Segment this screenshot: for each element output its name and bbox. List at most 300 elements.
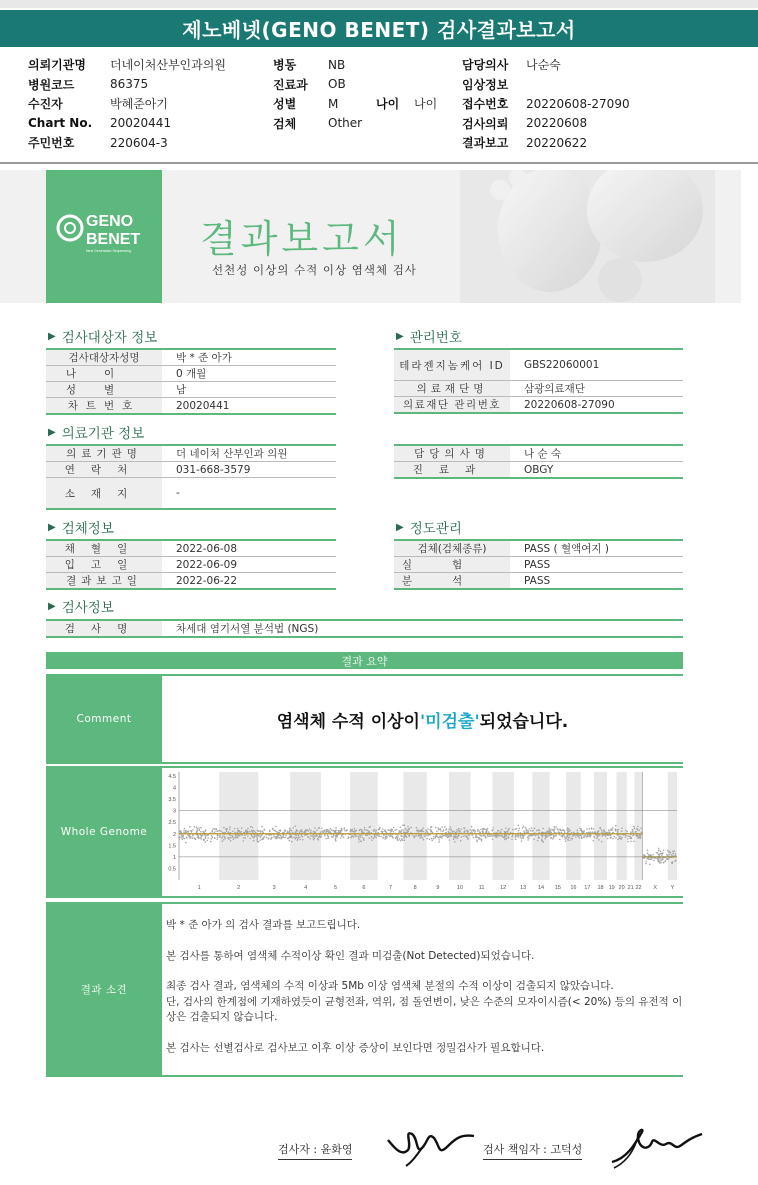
data-point (511, 839, 513, 841)
data-point (378, 829, 380, 831)
data-point (457, 838, 459, 840)
header-col-2 (273, 55, 437, 133)
data-point (530, 830, 532, 832)
data-point (429, 829, 431, 831)
data-point (567, 828, 569, 830)
data-point (444, 826, 446, 828)
data-point (332, 836, 334, 838)
data-point (418, 829, 420, 831)
comment-pre: 염색체 수적 이상이 (276, 711, 420, 732)
data-point (471, 826, 473, 828)
data-point (393, 827, 395, 829)
data-point (512, 829, 514, 831)
data-point (593, 840, 595, 842)
data-point (598, 839, 600, 841)
data-point (617, 831, 619, 833)
data-point (246, 829, 248, 831)
data-point (369, 837, 371, 839)
data-point (647, 858, 649, 860)
data-point (434, 837, 436, 839)
data-point (528, 828, 530, 830)
data-point (487, 835, 489, 837)
x-tick-label: 15 (554, 885, 561, 891)
field-label: 진료과 (394, 462, 510, 477)
data-point (652, 854, 654, 856)
field-value: 더 네이처 산부인과 의원 (176, 448, 288, 460)
data-point (328, 836, 330, 838)
hdr-key: 담당의사 (462, 58, 509, 73)
hdr-key: 결과보고 (462, 136, 509, 151)
data-point (517, 835, 519, 837)
banner-title: 결과보고서 (200, 217, 404, 261)
data-point (630, 841, 632, 843)
data-point (287, 837, 289, 839)
data-point (577, 829, 579, 831)
data-point (526, 832, 528, 834)
data-point (313, 836, 315, 838)
data-point (505, 827, 507, 829)
data-point (564, 836, 566, 838)
data-point (485, 837, 487, 839)
data-point (488, 831, 490, 833)
data-point (219, 830, 221, 832)
section-qc-heading (396, 517, 462, 537)
data-point (186, 837, 188, 839)
data-point (634, 828, 636, 830)
inst-table-left (46, 444, 336, 510)
data-point (441, 826, 443, 828)
data-point (504, 834, 506, 836)
data-point (520, 836, 522, 838)
section-title: 관리번호 (409, 330, 462, 346)
chromosome-band (350, 772, 378, 880)
data-point (656, 858, 658, 860)
data-point (338, 830, 340, 832)
tester-signature-label: 검사자 : 윤화영 (278, 1141, 352, 1160)
data-point (473, 830, 475, 832)
data-point (253, 840, 255, 842)
data-point (536, 830, 538, 832)
x-tick-label: X (653, 885, 658, 891)
x-tick-label: 10 (456, 885, 463, 891)
data-point (647, 850, 649, 852)
data-point (453, 837, 455, 839)
data-point (510, 832, 512, 834)
data-point (309, 838, 311, 840)
data-point (672, 850, 674, 852)
data-point (567, 830, 569, 832)
data-point (310, 835, 312, 837)
data-point (358, 841, 360, 843)
data-point (238, 835, 240, 837)
data-point (426, 838, 428, 840)
section-test-heading (48, 596, 114, 616)
data-point (675, 859, 677, 861)
data-point (563, 830, 565, 832)
hdr-value: OB (328, 77, 346, 92)
data-point (386, 836, 388, 838)
data-point (500, 835, 502, 837)
data-point (620, 838, 622, 840)
section-inst-heading (48, 422, 144, 442)
data-point (649, 863, 651, 865)
data-point (527, 837, 529, 839)
data-point (590, 832, 592, 834)
data-point (385, 831, 387, 833)
data-point (640, 836, 642, 838)
x-tick-label: 16 (570, 885, 577, 891)
data-point (348, 836, 350, 838)
data-point (431, 838, 433, 840)
data-point (603, 830, 605, 832)
data-point (226, 830, 228, 832)
data-point (627, 838, 629, 840)
data-point (657, 860, 659, 862)
data-point (448, 828, 450, 830)
data-point (675, 853, 677, 855)
data-point (456, 831, 458, 833)
data-point (427, 828, 429, 830)
data-point (580, 835, 582, 837)
data-point (182, 839, 184, 841)
data-point (350, 830, 352, 832)
data-point (597, 831, 599, 833)
data-point (390, 829, 392, 831)
data-point (632, 829, 634, 831)
data-point (544, 838, 546, 840)
data-point (260, 837, 262, 839)
data-point (335, 838, 337, 840)
data-point (395, 837, 397, 839)
data-point (326, 831, 328, 833)
data-point (565, 838, 567, 840)
data-point (394, 829, 396, 831)
data-point (542, 828, 544, 830)
data-point (232, 831, 234, 833)
data-point (451, 830, 453, 832)
data-point (506, 838, 508, 840)
data-point (221, 837, 223, 839)
data-point (183, 837, 185, 839)
data-point (577, 832, 579, 834)
data-point (645, 863, 647, 865)
header-col-1 (28, 55, 226, 153)
hdr-key: 성별 (273, 97, 297, 112)
data-point (548, 829, 550, 831)
data-point (254, 835, 256, 837)
data-point (399, 838, 401, 840)
data-point (645, 861, 647, 863)
data-point (522, 827, 524, 829)
data-point (443, 835, 445, 837)
y-tick-label: 4 (172, 785, 176, 792)
data-point (341, 835, 343, 837)
data-point (627, 841, 629, 843)
data-point (467, 837, 469, 839)
data-point (204, 830, 206, 832)
data-point (637, 826, 639, 828)
data-point (313, 839, 315, 841)
data-point (464, 830, 466, 832)
field-value: 2022-06-22 (176, 574, 238, 587)
section-title: 정도관리 (409, 521, 462, 537)
hdr-value: 나이 (414, 97, 438, 112)
data-point (334, 831, 336, 833)
data-point (355, 831, 357, 833)
data-point (185, 830, 187, 832)
data-point (612, 827, 614, 829)
data-point (481, 835, 483, 837)
data-point (181, 834, 183, 836)
data-point (433, 838, 435, 840)
data-point (658, 853, 660, 855)
data-point (389, 835, 391, 837)
data-point (648, 858, 650, 860)
data-point (397, 838, 399, 840)
data-point (230, 837, 232, 839)
data-point (404, 839, 406, 841)
report-banner (0, 170, 741, 303)
data-point (188, 836, 190, 838)
data-point (287, 830, 289, 832)
data-point (292, 827, 294, 829)
data-point (559, 828, 561, 830)
data-point (531, 827, 533, 829)
data-point (482, 831, 484, 833)
data-point (514, 828, 516, 830)
data-point (667, 859, 669, 861)
data-point (518, 830, 520, 832)
field-label: 입고일 (46, 557, 162, 572)
data-point (480, 829, 482, 831)
data-point (341, 829, 343, 831)
data-point (336, 836, 338, 838)
data-point (299, 839, 301, 841)
data-point (478, 830, 480, 832)
data-point (632, 831, 634, 833)
data-point (296, 829, 298, 831)
data-point (661, 853, 663, 855)
chromosome-band (492, 772, 513, 880)
data-point (566, 836, 568, 838)
data-point (233, 838, 235, 840)
data-point (295, 831, 297, 833)
comment-post: 되었습니다. (479, 711, 569, 732)
data-point (504, 831, 506, 833)
data-point (212, 830, 214, 832)
data-point (668, 852, 670, 854)
hdr-value: 86375 (110, 77, 149, 92)
mgmt-table (394, 348, 683, 414)
data-point (374, 836, 376, 838)
data-point (656, 852, 658, 854)
data-point (421, 835, 423, 837)
data-point (537, 840, 539, 842)
data-point (285, 835, 287, 837)
x-tick-label: 8 (413, 885, 417, 891)
data-point (192, 829, 194, 831)
data-point (397, 839, 399, 841)
section-title: 검체정보 (61, 521, 114, 537)
field-value: 남 (176, 384, 187, 396)
hdr-value: 20220608 (526, 116, 588, 131)
findings-line: 본 검사를 통하여 염색체 수적이상 확인 결과 미검출(Not Detected)되었습니다. (166, 949, 535, 962)
data-point (340, 837, 342, 839)
data-point (610, 835, 612, 837)
data-point (466, 835, 468, 837)
section-arrow-icon: ▶ (48, 600, 56, 612)
baby-feet-photo (460, 170, 715, 303)
data-point (215, 829, 217, 831)
data-point (477, 829, 479, 831)
data-point (399, 831, 401, 833)
data-point (485, 831, 487, 833)
data-point (314, 827, 316, 829)
data-point (640, 835, 642, 837)
data-point (321, 828, 323, 830)
data-point (260, 830, 262, 832)
data-point (238, 831, 240, 833)
data-point (521, 838, 523, 840)
section-arrow-icon: ▶ (396, 521, 404, 533)
x-tick-label: 20 (618, 885, 625, 891)
data-point (217, 834, 219, 836)
y-tick-label: 1.5 (168, 843, 176, 850)
data-point (220, 830, 222, 832)
data-point (317, 838, 319, 840)
y-tick-label: 3.5 (168, 797, 176, 804)
data-point (190, 836, 192, 838)
data-point (302, 836, 304, 838)
data-point (269, 831, 271, 833)
data-point (436, 831, 438, 833)
data-point (626, 835, 628, 837)
data-point (661, 854, 663, 856)
data-point (356, 830, 358, 832)
data-point (586, 828, 588, 830)
data-point (432, 832, 434, 834)
data-point (504, 839, 506, 841)
data-point (512, 834, 514, 836)
data-point (400, 826, 402, 828)
comment-highlight: '미검출' (419, 711, 480, 732)
findings-text (162, 904, 683, 1075)
data-point (228, 837, 230, 839)
data-point (262, 830, 264, 832)
data-point (212, 828, 214, 830)
data-point (340, 831, 342, 833)
data-point (674, 850, 676, 852)
data-point (325, 838, 327, 840)
data-point (667, 850, 669, 852)
data-point (579, 835, 581, 837)
data-point (297, 838, 299, 840)
data-point (440, 835, 442, 837)
field-value: 삼광의료재단 (524, 383, 585, 395)
data-point (619, 836, 621, 838)
data-point (258, 841, 260, 843)
data-point (532, 830, 534, 832)
data-point (621, 830, 623, 832)
hdr-key: 병원코드 (28, 77, 75, 92)
data-point (549, 828, 551, 830)
data-point (193, 826, 195, 828)
data-point (243, 840, 245, 842)
chromosome-band (403, 772, 426, 880)
data-point (275, 830, 277, 832)
data-point (375, 831, 377, 833)
data-point (237, 836, 239, 838)
data-point (406, 835, 408, 837)
data-point (497, 830, 499, 832)
data-point (185, 842, 187, 844)
data-point (289, 840, 291, 842)
data-point (194, 837, 196, 839)
data-point (581, 830, 583, 832)
data-point (563, 835, 565, 837)
data-point (259, 839, 261, 841)
data-point (278, 832, 280, 834)
section-arrow-icon: ▶ (48, 426, 56, 438)
data-point (366, 830, 368, 832)
data-point (364, 829, 366, 831)
data-point (518, 834, 520, 836)
data-point (440, 830, 442, 832)
data-point (599, 834, 601, 836)
data-point (360, 829, 362, 831)
y-tick-label: 0.5 (168, 866, 176, 873)
data-point (446, 828, 448, 830)
data-point (449, 839, 451, 841)
data-point (621, 827, 623, 829)
data-point (537, 835, 539, 837)
data-point (492, 835, 494, 837)
data-point (244, 832, 246, 834)
data-point (371, 839, 373, 841)
data-point (373, 838, 375, 840)
data-point (518, 828, 520, 830)
data-point (495, 836, 497, 838)
data-point (256, 836, 258, 838)
data-point (558, 832, 560, 834)
data-point (473, 837, 475, 839)
data-point (455, 837, 457, 839)
data-point (241, 827, 243, 829)
data-point (669, 850, 671, 852)
y-tick-label: 4.5 (168, 774, 176, 780)
data-point (263, 836, 265, 838)
chromosome-band (532, 772, 549, 880)
data-point (554, 828, 556, 830)
field-value: 차세대 염기서열 분석법 (NGS) (176, 623, 319, 635)
field-value: 20020441 (176, 399, 230, 412)
data-point (243, 837, 245, 839)
data-point (482, 828, 484, 830)
data-point (577, 836, 579, 838)
field-value: 박 * 준 아가 (176, 352, 232, 364)
data-point (296, 837, 298, 839)
data-point (670, 852, 672, 854)
field-label: 연락처 (46, 462, 162, 477)
data-point (371, 836, 373, 838)
field-label: 의료재단명 (394, 381, 510, 396)
data-point (264, 829, 266, 831)
data-point (508, 836, 510, 838)
chromosome-band (219, 772, 258, 880)
data-point (610, 828, 612, 830)
data-point (550, 830, 552, 832)
data-point (301, 831, 303, 833)
